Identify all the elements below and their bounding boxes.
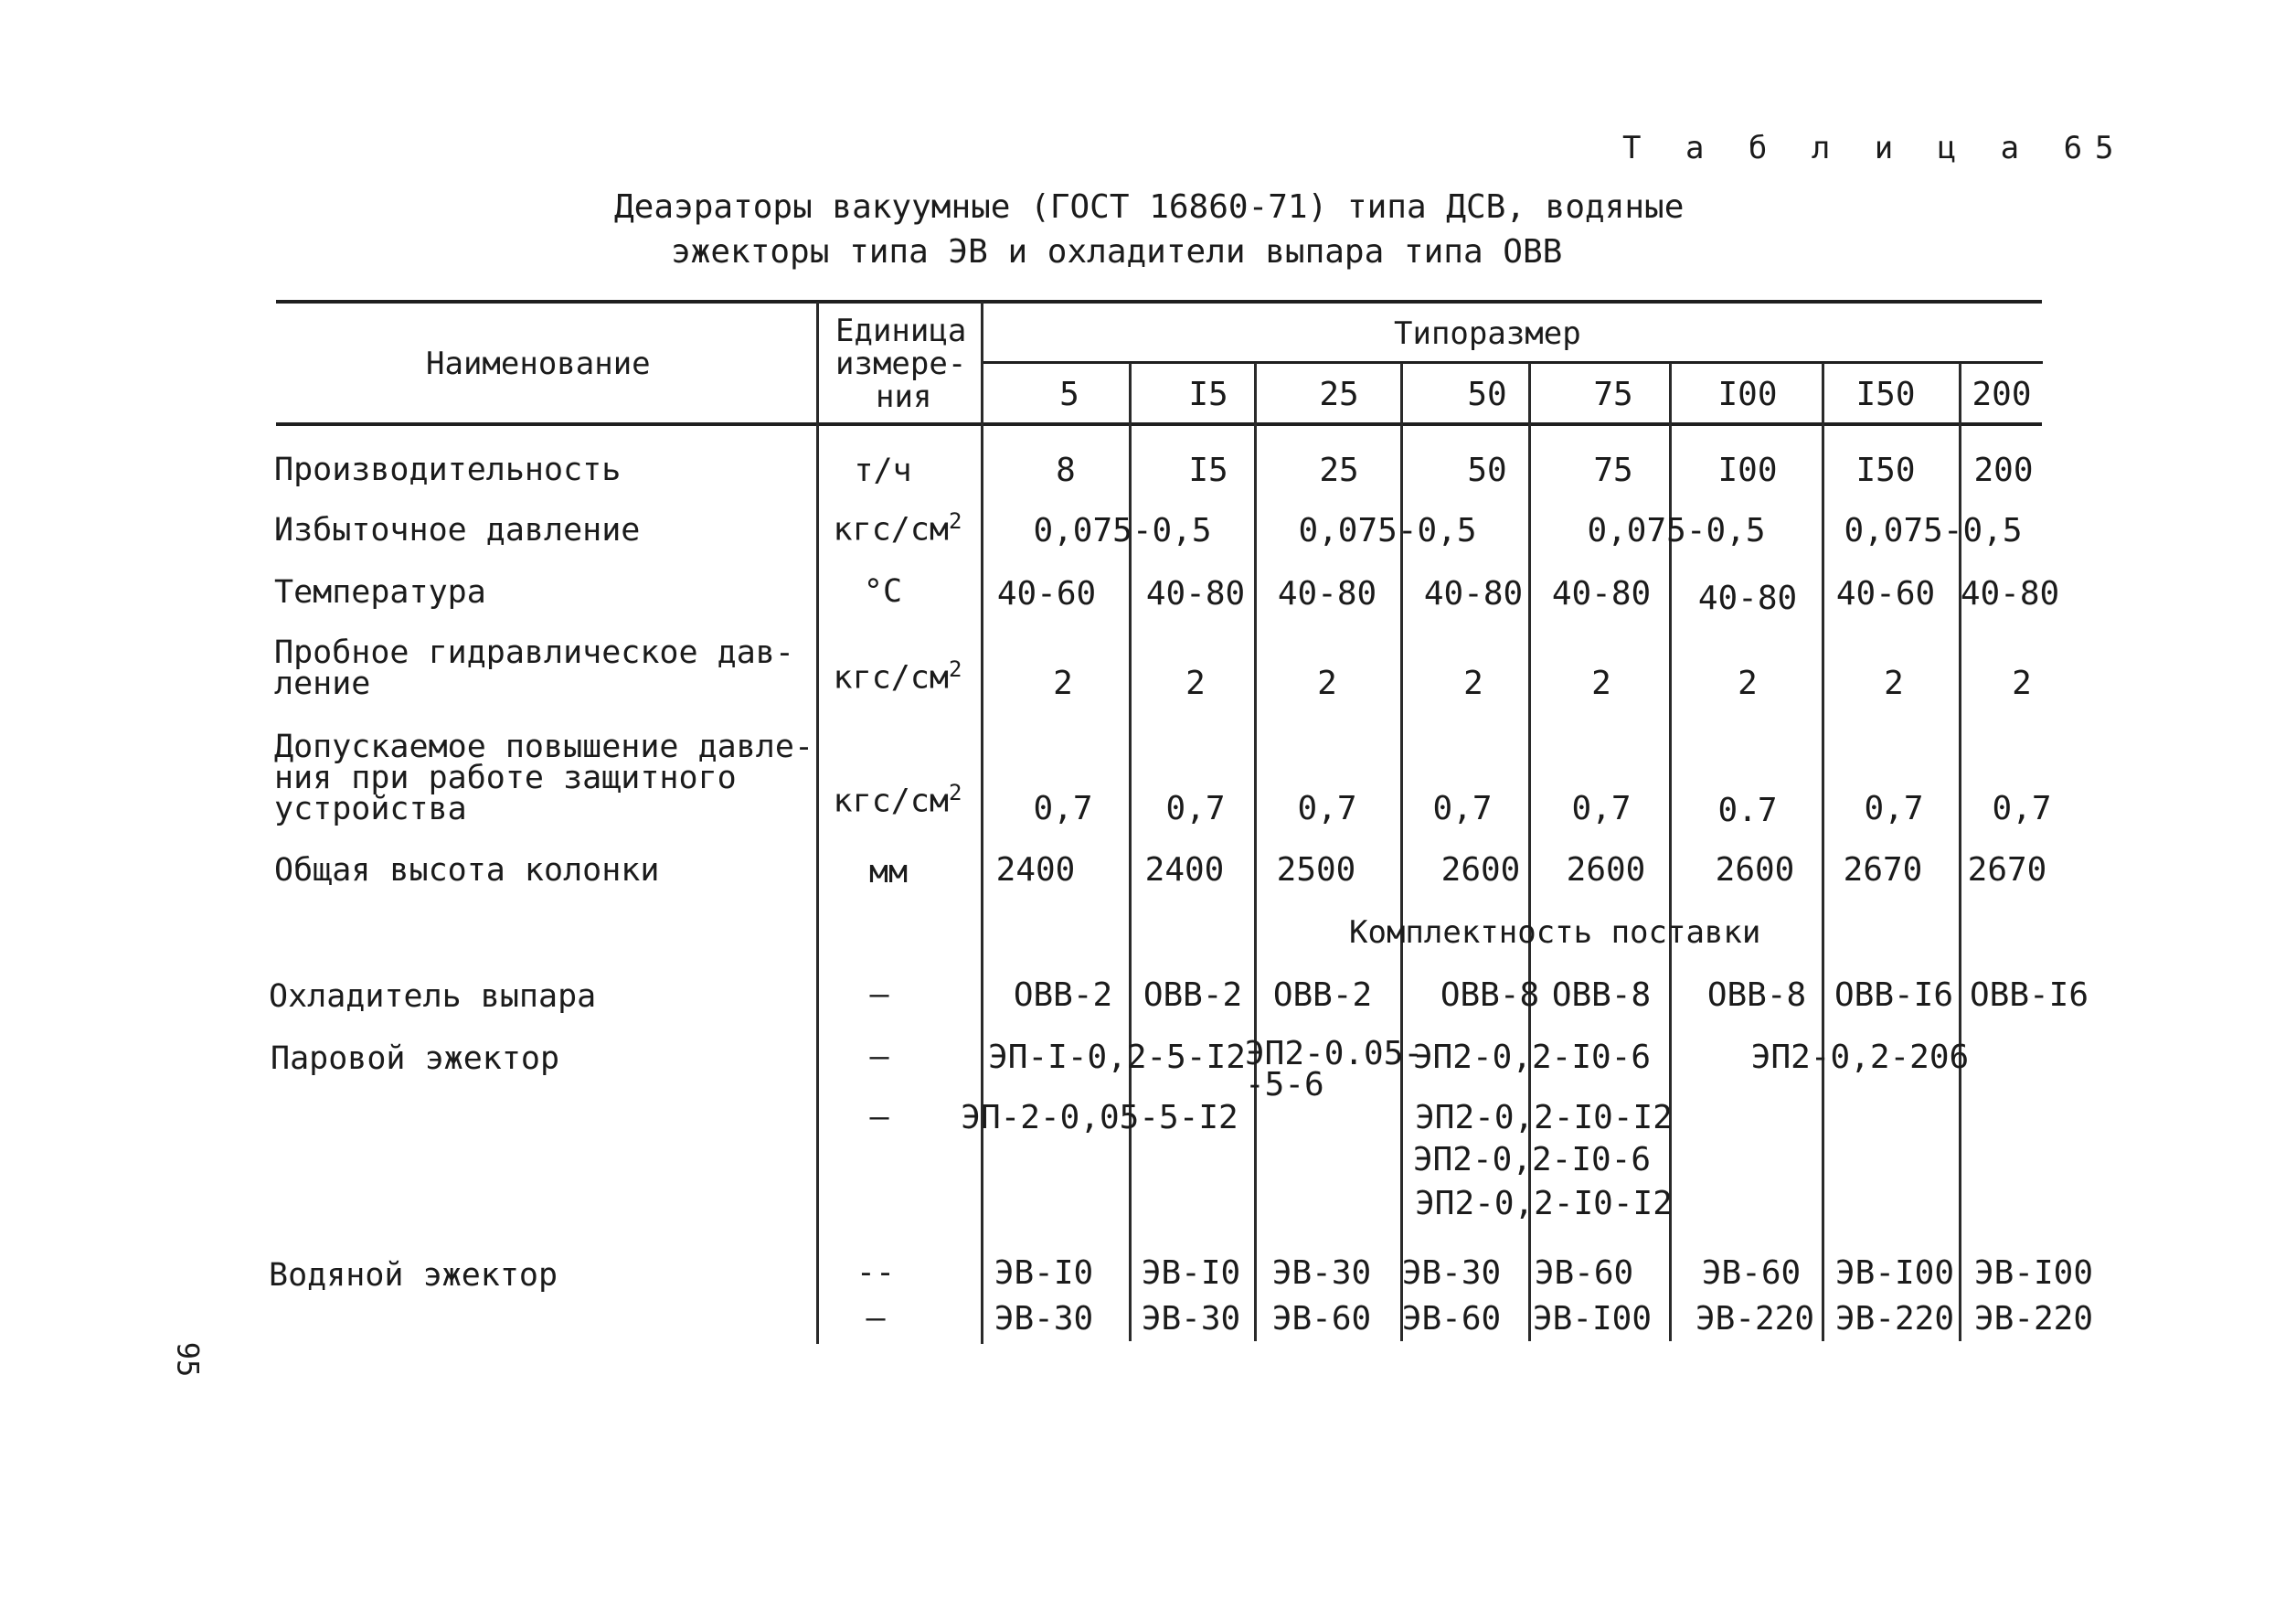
height-value: 2400: [995, 851, 1076, 889]
header-size: I5: [1188, 376, 1228, 413]
water-ejector-value: ЭВ-I00: [1834, 1254, 1955, 1292]
steam-ejector-value: ЭП-I-0,2-5-I2: [988, 1039, 1246, 1076]
test-pressure-value: 2: [2012, 665, 2032, 702]
cooler-value: ОВВ-8: [1440, 976, 1540, 1014]
capacity-value: 25: [1319, 452, 1359, 489]
water-ejector-value: ЭВ-60: [1534, 1254, 1634, 1292]
test-pressure-value: 2: [1884, 665, 1904, 702]
steam-ejector-value: [1245, 1035, 1424, 1103]
col-divider-15: [1254, 363, 1257, 1341]
water-ejector-value: ЭВ-220: [1695, 1300, 1815, 1338]
allowed-rise-value: 0,7: [1992, 790, 2052, 827]
height-value: 2670: [1967, 851, 2047, 889]
temperature-value: 40-80: [1960, 575, 2060, 613]
row-unit-cooler: —: [869, 976, 889, 1013]
row-name-pressure: Избыточное давление: [274, 512, 641, 549]
unit-superscript: 2: [948, 508, 962, 534]
allowed-rise-value: 0,7: [1165, 790, 1226, 827]
row-unit-test-pressure: [834, 656, 962, 697]
capacity-value: I5: [1188, 452, 1228, 489]
col-divider-25: [1400, 363, 1403, 1341]
row-unit-steam-ejector-2: —: [869, 1099, 889, 1135]
size-group-rule: [983, 361, 2043, 364]
col-divider-5: [1129, 363, 1132, 1341]
allowed-rise-value: 0.7: [1717, 792, 1778, 829]
col-divider-150: [1959, 363, 1961, 1341]
steam-ejector-value: ЭП2-0,2-I0-6: [1412, 1039, 1652, 1076]
cooler-value: ОВВ-I6: [1834, 976, 1954, 1014]
allowed-rise-value: 0,7: [1033, 790, 1093, 827]
pressure-value: 0,075-0,5: [1298, 512, 1477, 549]
row-name-steam-ejector: Паровой эжектор: [271, 1040, 560, 1077]
test-pressure-value: 2: [1738, 665, 1758, 702]
table-caption-line-2: эжекторы типа ЭВ и охладители выпара типа ОВВ: [671, 233, 1563, 271]
header-size: I00: [1717, 376, 1778, 413]
cooler-value: ОВВ-2: [1272, 976, 1373, 1014]
cooler-value: ОВВ-2: [1013, 976, 1113, 1014]
height-value: 2600: [1715, 851, 1795, 889]
value-line: ЭП2-0.05-: [1245, 1035, 1424, 1072]
pressure-value: 0,075-0,5: [1033, 512, 1212, 549]
height-value: 2600: [1566, 851, 1646, 889]
row-unit-height: мм: [868, 854, 909, 890]
header-size: 25: [1319, 376, 1359, 413]
header-unit-line-3: ния: [876, 378, 932, 415]
name-line: ление: [274, 666, 371, 702]
allowed-rise-value: 0,7: [1432, 790, 1493, 827]
water-ejector-value: ЭВ-30: [1271, 1254, 1372, 1292]
water-ejector-value: ЭВ-30: [1401, 1254, 1502, 1292]
supply-header: Комплектность поставки: [1349, 914, 1761, 951]
cooler-value: ОВВ-8: [1706, 976, 1807, 1014]
header-name: Наименование: [426, 346, 651, 382]
cooler-value: ОВВ-8: [1551, 976, 1652, 1014]
water-ejector-value: ЭВ-220: [1834, 1300, 1955, 1338]
height-value: 2500: [1276, 851, 1356, 889]
capacity-value: 8: [1056, 452, 1076, 489]
row-name-cooler: Охладитель выпара: [269, 978, 597, 1015]
height-value: 2400: [1144, 851, 1225, 889]
row-unit-temperature: °С: [863, 573, 903, 610]
unit-superscript: 2: [948, 780, 962, 805]
temperature-value: 40-80: [1697, 580, 1798, 617]
water-ejector-value: ЭВ-I0: [1141, 1254, 1241, 1292]
temperature-value: 40-60: [996, 575, 1097, 613]
capacity-value: I00: [1717, 452, 1778, 489]
header-unit-line-2: измере-: [835, 346, 967, 382]
temperature-value: 40-60: [1835, 575, 1936, 613]
header-unit-line-1: Единица: [835, 313, 967, 349]
test-pressure-value: 2: [1591, 665, 1611, 702]
test-pressure-value: 2: [1053, 665, 1073, 702]
capacity-value: I50: [1855, 452, 1916, 489]
row-unit-water-ejector-2: —: [866, 1300, 886, 1337]
temperature-value: 40-80: [1423, 575, 1524, 613]
steam-ejector-value: ЭП-2-0,05-5-I2: [961, 1099, 1238, 1136]
height-value: 2600: [1440, 851, 1521, 889]
cooler-value: ОВВ-2: [1143, 976, 1243, 1014]
steam-ejector-value: ЭП2-0,2-206: [1750, 1039, 1970, 1076]
value-line: -5-6: [1245, 1066, 1324, 1103]
steam-ejector-value: ЭП2-0,2-I0-I2: [1415, 1185, 1673, 1222]
test-pressure-value: 2: [1185, 665, 1206, 702]
name-line: Пробное гидравлическое дав-: [274, 634, 794, 671]
temperature-value: 40-80: [1551, 575, 1652, 613]
water-ejector-value: ЭВ-I0: [994, 1254, 1094, 1292]
header-size: 75: [1593, 376, 1633, 413]
unit-text: кгс/см: [833, 511, 949, 549]
allowed-rise-value: 0,7: [1571, 790, 1632, 827]
capacity-value: 75: [1593, 452, 1633, 489]
row-unit-pressure: [834, 508, 962, 549]
allowed-rise-value: 0,7: [1864, 790, 1924, 827]
water-ejector-value: ЭВ-60: [1401, 1300, 1502, 1338]
pressure-value: 0,075-0,5: [1587, 512, 1766, 549]
row-unit-capacity: т/ч: [854, 453, 912, 489]
header-size: I50: [1855, 376, 1916, 413]
row-name-test-pressure: [274, 634, 794, 702]
name-line: ния при работе защитного: [274, 760, 737, 796]
row-name-height: Общая высота колонки: [274, 852, 660, 889]
temperature-value: 40-80: [1277, 575, 1377, 613]
row-unit-steam-ejector: —: [869, 1039, 889, 1075]
water-ejector-value: ЭВ-220: [1973, 1300, 2094, 1338]
test-pressure-value: 2: [1317, 665, 1337, 702]
table-caption-line-1: Деаэраторы вакуумные (ГОСТ 16860-71) типа ДСВ, водяные: [614, 188, 1685, 226]
water-ejector-value: ЭВ-60: [1271, 1300, 1372, 1338]
capacity-value: 50: [1467, 452, 1507, 489]
cooler-value: ОВВ-I6: [1969, 976, 2089, 1014]
test-pressure-value: 2: [1463, 665, 1483, 702]
table-top-rule: [276, 300, 2042, 304]
steam-ejector-value: ЭП2-0,2-I0-I2: [1415, 1099, 1673, 1136]
col-divider-100: [1822, 363, 1824, 1341]
water-ejector-value: ЭВ-60: [1701, 1254, 1802, 1292]
row-name-water-ejector: Водяной эжектор: [269, 1257, 558, 1294]
water-ejector-value: ЭВ-I00: [1973, 1254, 2094, 1292]
water-ejector-value: ЭВ-30: [994, 1300, 1094, 1338]
water-ejector-value: ЭВ-30: [1141, 1300, 1241, 1338]
allowed-rise-value: 0,7: [1297, 790, 1357, 827]
name-line: Допускаемое повышение давле-: [274, 729, 814, 765]
height-value: 2670: [1843, 851, 1923, 889]
water-ejector-value: ЭВ-I00: [1532, 1300, 1653, 1338]
steam-ejector-value: ЭП2-0,2-I0-6: [1412, 1141, 1652, 1178]
header-size: 50: [1467, 376, 1507, 413]
header-size: 200: [1972, 376, 2032, 413]
col-divider-unit: [981, 302, 983, 1344]
capacity-value: 200: [1973, 452, 2034, 489]
col-divider-name: [816, 302, 819, 1344]
header-bottom-rule: [276, 422, 2042, 426]
table-label: Т а б л и ц а 65: [1622, 130, 2127, 166]
row-unit-water-ejector: --: [856, 1254, 896, 1291]
pressure-value: 0,075-0,5: [1844, 512, 2023, 549]
unit-text: кгс/см: [833, 783, 949, 820]
name-line: устройства: [274, 791, 467, 827]
unit-text: кгс/см: [833, 659, 949, 697]
temperature-value: 40-80: [1145, 575, 1246, 613]
header-size: 5: [1059, 376, 1079, 413]
page-number: 95: [170, 1341, 206, 1378]
row-name-temperature: Температура: [274, 574, 486, 611]
row-name-capacity: Производительность: [274, 452, 622, 488]
unit-superscript: 2: [948, 656, 962, 682]
header-size-group: Типоразмер: [1394, 315, 1581, 352]
row-unit-allowed-rise: [834, 780, 962, 820]
row-name-allowed-rise: [274, 731, 813, 825]
